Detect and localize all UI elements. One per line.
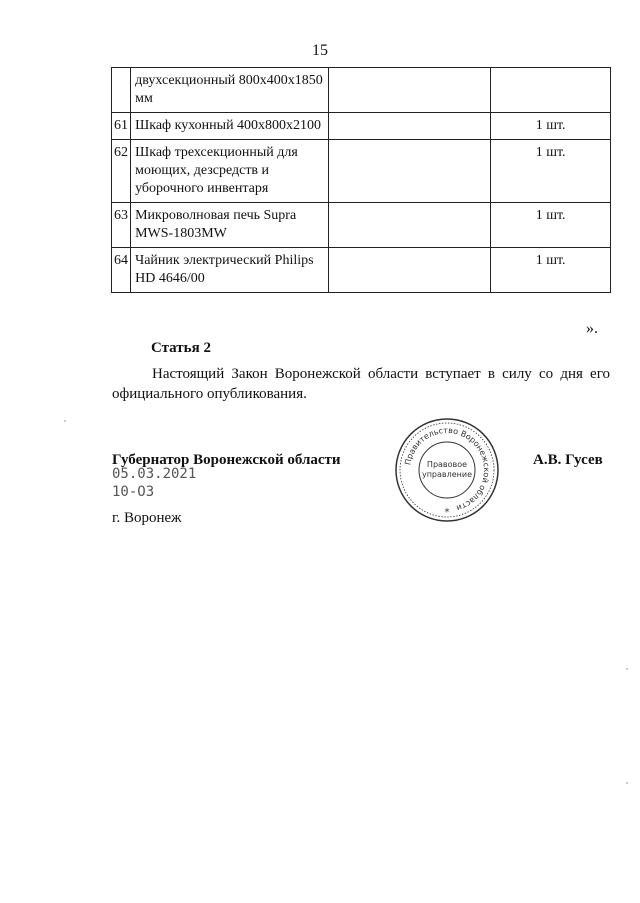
empty-cell <box>329 68 491 113</box>
empty-cell <box>329 248 491 293</box>
empty-cell <box>329 140 491 203</box>
row-number: 63 <box>112 203 131 248</box>
item-name: Чайник электрический Philips HD 4646/00 <box>131 248 329 293</box>
table-row <box>112 248 611 293</box>
scan-dot <box>626 668 628 670</box>
items-table-body <box>112 68 611 293</box>
item-quantity <box>491 68 611 113</box>
seal-center-line2: управление <box>421 470 473 479</box>
row-number <box>112 68 131 113</box>
item-quantity: 1 шт. <box>491 113 611 140</box>
registration-number: 10-ОЗ <box>112 484 155 500</box>
empty-cell <box>329 203 491 248</box>
governor-title: Губернатор Воронежской области <box>112 452 341 468</box>
item-quantity: 1 шт. <box>491 140 611 203</box>
scan-dot <box>64 420 66 422</box>
seal-center-line1: Правовое <box>426 460 468 469</box>
empty-cell <box>329 113 491 140</box>
item-name: двухсекционный 800х400х1850 мм <box>131 68 329 113</box>
governor-name: А.В. Гусев <box>533 452 603 468</box>
page-number: 15 <box>312 42 328 59</box>
row-number: 64 <box>112 248 131 293</box>
row-number: 62 <box>112 140 131 203</box>
table-row <box>112 113 611 140</box>
table-row <box>112 140 611 203</box>
city: г. Воронеж <box>112 510 182 526</box>
seal-star: * <box>444 507 450 518</box>
scan-dot <box>626 782 628 784</box>
item-name: Шкаф кухонный 400х800х2100 <box>131 113 329 140</box>
closing-quote: ». <box>586 320 598 337</box>
item-quantity: 1 шт. <box>491 248 611 293</box>
item-name: Микроволновая печь Supra MWS-1803MW <box>131 203 329 248</box>
table-row <box>112 68 611 113</box>
official-seal <box>394 417 500 523</box>
item-quantity: 1 шт. <box>491 203 611 248</box>
registration-date: 05.03.2021 <box>112 466 197 482</box>
seal-ring-text: Правительство Воронежской области <box>403 425 492 513</box>
article-title: Статья 2 <box>151 340 211 356</box>
article-text: Настоящий Закон Воронежской области вступает в силу со дня его официального опубликования. <box>112 366 610 402</box>
items-table <box>111 67 611 293</box>
row-number: 61 <box>112 113 131 140</box>
item-name: Шкаф трехсекционный для моющих, дезсредств и уборочного инвентаря <box>131 140 329 203</box>
table-row <box>112 203 611 248</box>
